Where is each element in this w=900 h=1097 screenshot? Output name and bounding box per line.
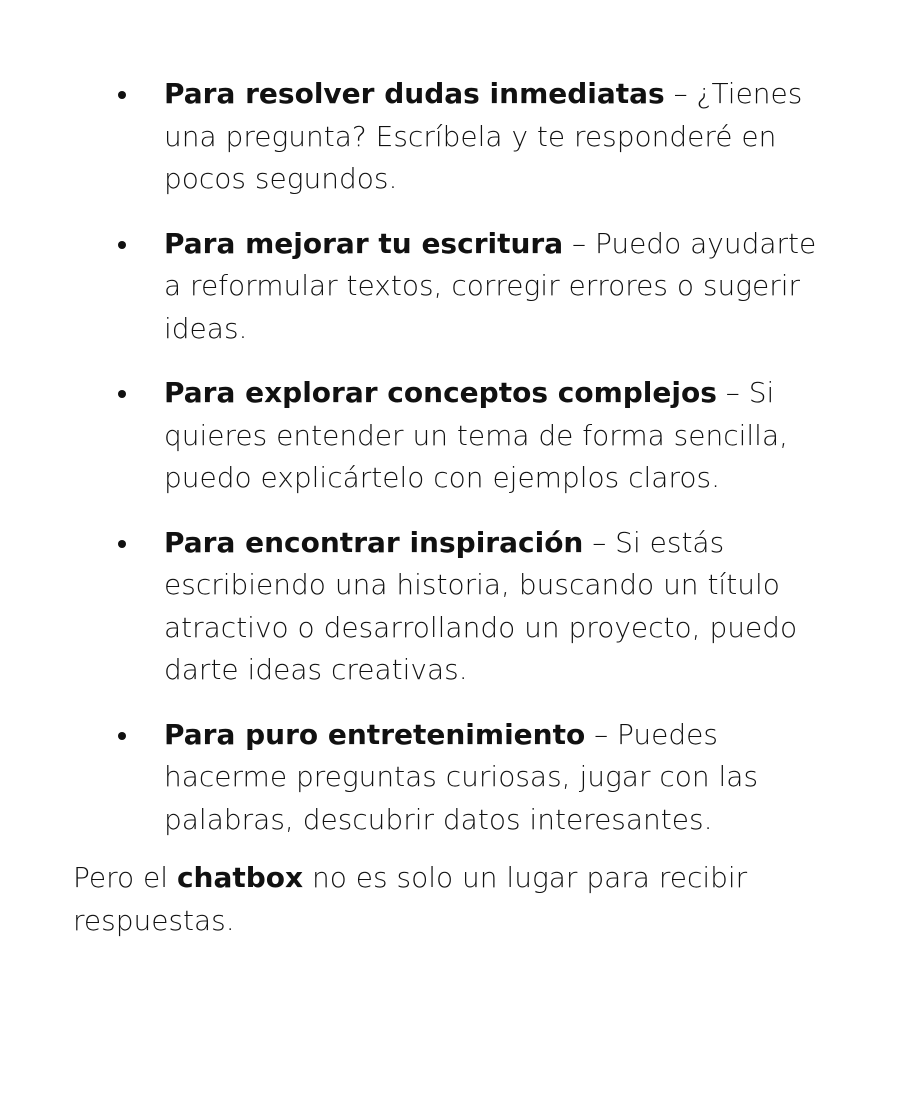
- bullet-icon: [118, 540, 126, 548]
- item-separator: –: [664, 77, 697, 110]
- list-item: [0, 714, 900, 842]
- item-separator: –: [716, 376, 749, 409]
- item-separator: –: [583, 525, 616, 559]
- bullet-icon: [118, 91, 126, 99]
- item-separator: –: [563, 226, 595, 260]
- item-title: Para encontrar inspiración: [164, 525, 584, 559]
- bullet-list: [0, 73, 900, 863]
- list-item: [0, 372, 900, 500]
- bullet-icon: [118, 241, 126, 249]
- bullet-icon: [118, 732, 126, 740]
- item-title: Para resolver dudas inmediatas: [164, 77, 665, 110]
- list-item: [0, 73, 900, 201]
- item-title: Para puro entretenimiento: [164, 717, 586, 751]
- list-item: [0, 223, 900, 351]
- list-item: [0, 522, 900, 692]
- item-text: Si quieres entender un tema de forma sencilla, puedo explicártelo con ejemplos claros.: [164, 376, 788, 494]
- item-text: Puedo ayudarte a reformular textos, corregir errores o sugerir ideas.: [164, 226, 817, 345]
- item-text: Si estás escribiendo una historia, buscando un título atractivo o desarrollando un proyecto, puedo darte ideas creativas.: [164, 525, 798, 686]
- closing-bold: chatbox: [176, 861, 304, 894]
- item-text: ¿Tienes una pregunta? Escríbela y te responderé en pocos segundos.: [164, 77, 803, 195]
- bullet-icon: [118, 390, 126, 398]
- item-title: Para mejorar tu escritura: [164, 226, 564, 260]
- closing-paragraph: [73, 857, 833, 942]
- item-text: Puedes hacerme preguntas curiosas, jugar con las palabras, descubrir datos interesantes.: [164, 717, 759, 836]
- closing-before: Pero el: [73, 861, 177, 894]
- item-separator: –: [585, 717, 618, 751]
- closing-after: no es solo un lugar para recibir respuestas.: [73, 861, 748, 937]
- item-title: Para explorar conceptos complejos: [164, 376, 717, 409]
